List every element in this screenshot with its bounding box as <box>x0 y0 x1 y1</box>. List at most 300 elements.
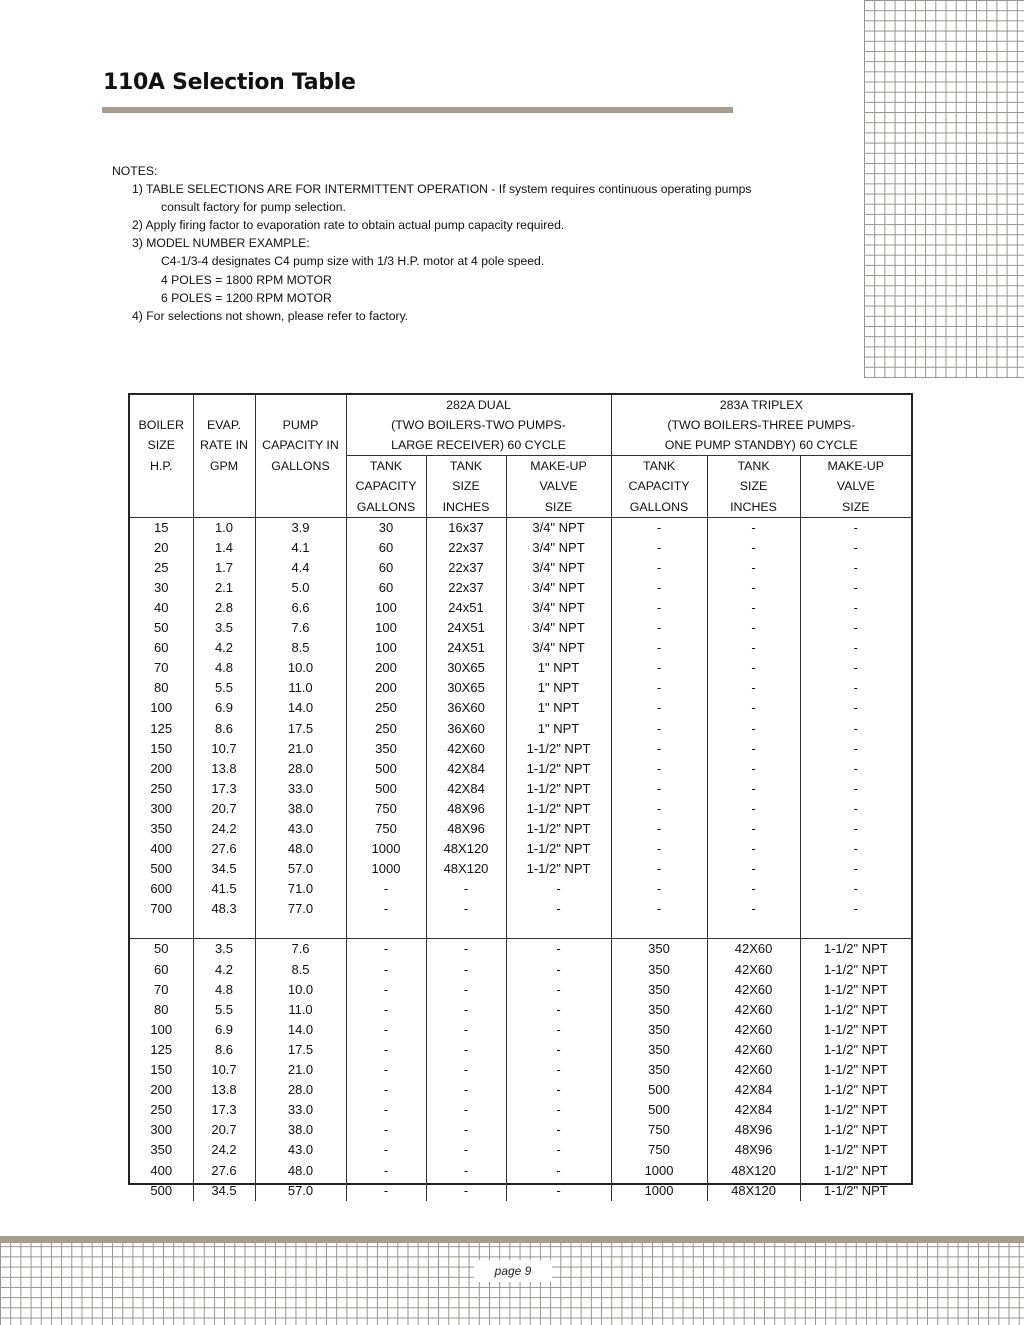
cell-dual-tank-size: 48X96 <box>426 799 506 819</box>
title-rule <box>102 107 733 113</box>
cell-dual-makeup-valve: 1" NPT <box>506 698 611 718</box>
cell-dual-makeup-valve: - <box>506 899 611 919</box>
cell-triplex-tank-size: - <box>707 698 800 718</box>
cell-evap-rate: 8.6 <box>193 719 255 739</box>
table-row <box>130 899 911 919</box>
cell-boiler-hp: 500 <box>150 861 173 877</box>
cell-dual-tank-size: - <box>426 1000 506 1020</box>
cell-dual-makeup-valve: 3/4" NPT <box>506 517 611 538</box>
cell-triplex-tank-capacity: 500 <box>611 1100 707 1120</box>
table-row <box>130 1140 911 1160</box>
cell-pump-capacity: 8.5 <box>255 960 346 980</box>
table-row <box>130 618 911 638</box>
cell-dual-makeup-valve: - <box>506 1000 611 1020</box>
cell-boiler-hp: 40 <box>154 599 169 615</box>
cell-pump-capacity: 8.5 <box>255 638 346 658</box>
cell-dual-tank-size: - <box>426 939 506 960</box>
table-row <box>130 759 911 779</box>
cell-triplex-tank-size: - <box>707 899 800 919</box>
cell-blank <box>611 919 707 939</box>
table-row <box>130 960 911 980</box>
cell-triplex-makeup-valve: - <box>800 638 911 658</box>
cell-dual-makeup-valve: 1-1/2" NPT <box>506 799 611 819</box>
cell-evap-rate: 1.0 <box>193 517 255 538</box>
cell-pump-capacity: 6.6 <box>255 598 346 618</box>
cell-dual-tank-capacity: 1000 <box>346 839 426 859</box>
cell-triplex-tank-capacity: 350 <box>611 960 707 980</box>
note-2: 2) Apply firing factor to evaporation rate to obtain actual pump capacity required. <box>132 218 565 233</box>
cell-triplex-tank-size: 42X60 <box>707 939 800 960</box>
cell-triplex-tank-size: 48X120 <box>707 1160 800 1180</box>
cell-blank <box>707 919 800 939</box>
cell-triplex-makeup-valve: - <box>800 598 911 618</box>
cell-triplex-tank-capacity: - <box>611 558 707 578</box>
cell-triplex-makeup-valve: - <box>800 698 911 718</box>
header-evap-line2: RATE IN <box>193 435 255 456</box>
cell-triplex-makeup-valve: 1-1/2" NPT <box>800 1020 911 1040</box>
cell-boiler-hp: 50 <box>154 620 169 636</box>
cell-triplex-tank-capacity: 350 <box>611 1020 707 1040</box>
cell-triplex-tank-capacity: - <box>611 759 707 779</box>
cell-dual-makeup-valve: 3/4" NPT <box>506 538 611 558</box>
cell-triplex-tank-capacity: - <box>611 678 707 698</box>
cell-pump-capacity: 7.6 <box>255 618 346 638</box>
table-row <box>130 1080 911 1100</box>
cell-evap-rate: 34.5 <box>193 859 255 879</box>
cell-evap-rate: 10.7 <box>193 739 255 759</box>
cell-dual-tank-capacity: - <box>346 939 426 960</box>
table-body <box>130 395 911 1201</box>
cell-dual-tank-size: - <box>426 980 506 1000</box>
cell-dual-tank-capacity: 750 <box>346 819 426 839</box>
cell-triplex-tank-capacity: - <box>611 517 707 538</box>
cell-dual-tank-capacity: - <box>346 1181 426 1201</box>
cell-triplex-makeup-valve: - <box>800 839 911 859</box>
table-row <box>130 839 911 859</box>
cell-triplex-tank-size: - <box>707 759 800 779</box>
header-dual-makeup-3: SIZE <box>506 496 611 517</box>
cell-boiler-hp: 50 <box>130 939 193 960</box>
cell-triplex-tank-capacity: - <box>611 538 707 558</box>
cell-triplex-makeup-valve: - <box>800 819 911 839</box>
page-number: page 9 <box>474 1260 552 1282</box>
cell-triplex-tank-capacity: 750 <box>611 1140 707 1160</box>
cell-triplex-makeup-valve: 1-1/2" NPT <box>800 1120 911 1140</box>
cell-dual-tank-capacity: - <box>346 1000 426 1020</box>
header-dual-tank-capacity: TANK <box>346 456 426 477</box>
cell-boiler-hp: 300 <box>150 800 173 816</box>
cell-dual-makeup-valve: 3/4" NPT <box>506 638 611 658</box>
selection-table <box>130 395 911 1201</box>
header-triplex-line2: (TWO BOILERS-THREE PUMPS- <box>611 415 911 435</box>
cell-triplex-tank-size: - <box>707 859 800 879</box>
header-triplex-tank-size-3: INCHES <box>707 496 800 517</box>
cell-triplex-tank-capacity: 750 <box>611 1120 707 1140</box>
cell-triplex-tank-size: - <box>707 819 800 839</box>
cell-pump-capacity: 33.0 <box>255 779 346 799</box>
header-blank <box>193 476 255 496</box>
header-triplex-tank-capacity: TANK <box>611 456 707 477</box>
cell-triplex-tank-capacity: - <box>611 658 707 678</box>
cell-evap-rate: 27.6 <box>193 1160 255 1180</box>
table-row <box>130 1100 911 1120</box>
cell-triplex-tank-size: - <box>707 779 800 799</box>
cell-triplex-makeup-valve: - <box>800 879 911 899</box>
cell-triplex-makeup-valve: 1-1/2" NPT <box>800 1160 911 1180</box>
cell-triplex-tank-capacity: - <box>611 618 707 638</box>
cell-dual-makeup-valve: - <box>506 1080 611 1100</box>
cell-boiler-hp: 350 <box>150 1142 173 1158</box>
header-dual-tank-size-2: SIZE <box>426 476 506 496</box>
cell-boiler-hp: 300 <box>150 1122 173 1138</box>
header-boiler-line2: SIZE <box>147 438 176 453</box>
note-4: 4) For selections not shown, please refer to factory. <box>132 308 409 323</box>
cell-triplex-makeup-valve: - <box>800 779 911 799</box>
cell-triplex-tank-capacity: 350 <box>611 1040 707 1060</box>
cell-dual-tank-size: - <box>426 1120 506 1140</box>
cell-triplex-makeup-valve: - <box>800 517 911 538</box>
header-evap-blank <box>193 395 255 415</box>
cell-dual-tank-capacity: 60 <box>346 558 426 578</box>
cell-dual-tank-size: 36X60 <box>426 698 506 718</box>
cell-triplex-tank-capacity: - <box>611 879 707 899</box>
cell-pump-capacity: 4.4 <box>255 558 346 578</box>
header-boiler-blank <box>130 395 193 415</box>
cell-triplex-tank-size: - <box>707 799 800 819</box>
cell-pump-capacity: 5.0 <box>255 578 346 598</box>
cell-triplex-tank-size: - <box>707 658 800 678</box>
cell-dual-makeup-valve: 1" NPT <box>506 658 611 678</box>
cell-dual-makeup-valve: 1-1/2" NPT <box>506 779 611 799</box>
cell-triplex-makeup-valve: 1-1/2" NPT <box>800 939 911 960</box>
cell-triplex-tank-capacity: 1000 <box>611 1160 707 1180</box>
cell-boiler-hp: 15 <box>154 519 169 535</box>
cell-triplex-tank-capacity: - <box>611 899 707 919</box>
cell-pump-capacity: 21.0 <box>255 739 346 759</box>
cell-dual-tank-capacity: 60 <box>346 578 426 598</box>
cell-dual-tank-size: 24X51 <box>426 618 506 638</box>
cell-dual-tank-capacity: - <box>346 1160 426 1180</box>
header-blank <box>255 476 346 496</box>
cell-dual-tank-size: 22x37 <box>426 538 506 558</box>
cell-evap-rate: 4.8 <box>193 980 255 1000</box>
table-row <box>130 558 911 578</box>
cell-dual-tank-size: 42X60 <box>426 739 506 759</box>
cell-triplex-tank-size: 42X84 <box>707 1080 800 1100</box>
table-row <box>130 638 911 658</box>
header-dual-tank-capacity-2: CAPACITY <box>346 476 426 496</box>
cell-dual-makeup-valve: 1" NPT <box>506 678 611 698</box>
cell-pump-capacity: 43.0 <box>255 819 346 839</box>
header-pump-line1: PUMP <box>255 415 346 435</box>
cell-evap-rate: 4.8 <box>193 658 255 678</box>
table-row <box>130 719 911 739</box>
cell-dual-tank-capacity: - <box>346 1060 426 1080</box>
header-dual-tank-size-3: INCHES <box>426 496 506 517</box>
cell-triplex-tank-size: 42X60 <box>707 960 800 980</box>
table-row <box>130 517 911 538</box>
cell-dual-tank-capacity: 250 <box>346 698 426 718</box>
cell-dual-makeup-valve: 1" NPT <box>506 719 611 739</box>
cell-blank <box>130 919 193 939</box>
cell-dual-tank-size: 42X84 <box>426 779 506 799</box>
cell-dual-makeup-valve: 3/4" NPT <box>506 618 611 638</box>
cell-evap-rate: 4.2 <box>193 638 255 658</box>
cell-pump-capacity: 57.0 <box>255 859 346 879</box>
cell-dual-makeup-valve: - <box>506 1060 611 1080</box>
cell-evap-rate: 2.1 <box>193 578 255 598</box>
cell-triplex-tank-capacity: - <box>611 578 707 598</box>
cell-triplex-makeup-valve: - <box>800 859 911 879</box>
cell-evap-rate: 4.2 <box>193 960 255 980</box>
cell-dual-makeup-valve: 3/4" NPT <box>506 578 611 598</box>
cell-triplex-tank-capacity: - <box>611 819 707 839</box>
cell-dual-tank-capacity: - <box>346 980 426 1000</box>
cell-dual-tank-size: 22x37 <box>426 558 506 578</box>
cell-dual-makeup-valve: 3/4" NPT <box>506 558 611 578</box>
cell-dual-makeup-valve: - <box>506 879 611 899</box>
header-triplex-makeup: MAKE-UP <box>800 456 911 477</box>
cell-boiler-hp: 25 <box>154 559 169 575</box>
cell-dual-tank-size: - <box>426 879 506 899</box>
cell-boiler-hp: 600 <box>150 881 173 897</box>
cell-pump-capacity: 17.5 <box>255 1040 346 1060</box>
cell-dual-tank-size: 16x37 <box>426 517 506 538</box>
cell-boiler-hp: 80 <box>154 680 169 696</box>
cell-triplex-makeup-valve: 1-1/2" NPT <box>800 1181 911 1201</box>
note-3-4-poles: 4 POLES = 1800 RPM MOTOR <box>161 272 332 287</box>
cell-dual-tank-capacity: 350 <box>346 739 426 759</box>
cell-triplex-tank-capacity: 500 <box>611 1080 707 1100</box>
cell-pump-capacity: 57.0 <box>255 1181 346 1201</box>
cell-triplex-makeup-valve: - <box>800 759 911 779</box>
header-dual-line3: LARGE RECEIVER) 60 CYCLE <box>346 435 611 456</box>
cell-dual-tank-size: 36X60 <box>426 719 506 739</box>
cell-triplex-tank-capacity: 350 <box>611 1000 707 1020</box>
cell-triplex-tank-size: - <box>707 879 800 899</box>
cell-dual-tank-size: - <box>426 1160 506 1180</box>
cell-triplex-tank-size: 42X84 <box>707 1100 800 1120</box>
note-1: 1) TABLE SELECTIONS ARE FOR INTERMITTENT OPERATION - If system requires continuous operating pumps <box>132 182 752 197</box>
cell-triplex-makeup-valve: 1-1/2" NPT <box>800 1140 911 1160</box>
cell-dual-tank-size: 48X96 <box>426 819 506 839</box>
cell-dual-tank-size: 24X51 <box>426 638 506 658</box>
cell-triplex-tank-size: - <box>707 839 800 859</box>
cell-triplex-makeup-valve: 1-1/2" NPT <box>800 1100 911 1120</box>
cell-dual-tank-capacity: 30 <box>346 517 426 538</box>
cell-pump-capacity: 38.0 <box>255 799 346 819</box>
cell-evap-rate: 20.7 <box>193 799 255 819</box>
header-triplex-line1: 283A TRIPLEX <box>611 395 911 415</box>
cell-dual-tank-capacity: 200 <box>346 658 426 678</box>
cell-boiler-hp: 125 <box>150 720 173 736</box>
cell-triplex-tank-size: - <box>707 638 800 658</box>
header-dual-tank-capacity-3: GALLONS <box>346 496 426 517</box>
cell-dual-tank-capacity: 1000 <box>346 859 426 879</box>
cell-dual-makeup-valve: - <box>506 939 611 960</box>
notes-block <box>112 162 752 325</box>
table-row <box>130 1060 911 1080</box>
cell-triplex-makeup-valve: - <box>800 739 911 759</box>
cell-dual-makeup-valve: 1-1/2" NPT <box>506 859 611 879</box>
table-row <box>130 1040 911 1060</box>
cell-evap-rate: 1.7 <box>193 558 255 578</box>
table-row <box>130 658 911 678</box>
header-triplex-tank-size: TANK <box>707 456 800 477</box>
notes-heading: NOTES: <box>112 164 158 178</box>
cell-dual-tank-capacity: - <box>346 960 426 980</box>
cell-dual-tank-size: - <box>426 1100 506 1120</box>
table-row <box>130 799 911 819</box>
cell-triplex-tank-size: 42X60 <box>707 1040 800 1060</box>
cell-pump-capacity: 10.0 <box>255 658 346 678</box>
header-evap-line1: EVAP. <box>193 415 255 435</box>
cell-dual-makeup-valve: 1-1/2" NPT <box>506 759 611 779</box>
header-evap-line3: GPM <box>193 456 255 477</box>
header-blank <box>130 496 193 517</box>
cell-dual-tank-capacity: 100 <box>346 618 426 638</box>
cell-evap-rate: 41.5 <box>193 879 255 899</box>
note-3: 3) MODEL NUMBER EXAMPLE: <box>132 236 310 251</box>
cell-evap-rate: 5.5 <box>193 678 255 698</box>
note-3-6-poles: 6 POLES = 1200 RPM MOTOR <box>161 290 332 305</box>
cell-dual-tank-capacity: 100 <box>346 638 426 658</box>
cell-boiler-hp: 250 <box>150 1102 173 1118</box>
cell-pump-capacity: 48.0 <box>255 839 346 859</box>
cell-evap-rate: 6.9 <box>193 698 255 718</box>
table-row <box>130 859 911 879</box>
cell-dual-tank-capacity: 750 <box>346 799 426 819</box>
table-row-spacer <box>130 919 911 939</box>
cell-boiler-hp: 400 <box>150 1162 173 1178</box>
cell-boiler-hp: 100 <box>150 700 173 716</box>
cell-dual-tank-size: 42X84 <box>426 759 506 779</box>
cell-triplex-tank-size: 42X60 <box>707 1000 800 1020</box>
cell-evap-rate: 13.8 <box>193 759 255 779</box>
cell-triplex-tank-size: - <box>707 578 800 598</box>
table-row <box>130 1181 911 1201</box>
header-dual-line2: (TWO BOILERS-TWO PUMPS- <box>346 415 611 435</box>
cell-dual-tank-size: - <box>426 1060 506 1080</box>
cell-triplex-makeup-valve: - <box>800 558 911 578</box>
cell-dual-tank-capacity: - <box>346 1080 426 1100</box>
cell-triplex-tank-size: 42X60 <box>707 1060 800 1080</box>
cell-boiler-hp: 30 <box>154 579 169 595</box>
cell-evap-rate: 17.3 <box>193 779 255 799</box>
cell-pump-capacity: 43.0 <box>255 1140 346 1160</box>
table-row <box>130 1120 911 1140</box>
cell-pump-capacity: 28.0 <box>255 1080 346 1100</box>
cell-dual-makeup-valve: 1-1/2" NPT <box>506 839 611 859</box>
page-title: 110A Selection Table <box>103 70 356 95</box>
cell-boiler-hp: 400 <box>150 841 173 857</box>
cell-triplex-tank-capacity: - <box>611 598 707 618</box>
header-boiler-line3: H.P. <box>150 459 173 474</box>
cell-triplex-tank-size: - <box>707 678 800 698</box>
cell-blank <box>800 919 911 939</box>
cell-evap-rate: 1.4 <box>193 538 255 558</box>
note-1-continued: consult factory for pump selection. <box>161 200 346 215</box>
table-row <box>130 1020 911 1040</box>
header-dual-line1: 282A DUAL <box>346 395 611 415</box>
cell-pump-capacity: 21.0 <box>255 1060 346 1080</box>
note-3-example: C4-1/3-4 designates C4 pump size with 1/3 H.P. motor at 4 pole speed. <box>161 254 545 269</box>
cell-triplex-makeup-valve: - <box>800 658 911 678</box>
cell-blank <box>506 919 611 939</box>
cell-dual-makeup-valve: - <box>506 1160 611 1180</box>
cell-pump-capacity: 3.9 <box>255 517 346 538</box>
cell-dual-tank-capacity: 200 <box>346 678 426 698</box>
cell-dual-makeup-valve: - <box>506 1120 611 1140</box>
cell-dual-makeup-valve: - <box>506 1020 611 1040</box>
cell-pump-capacity: 71.0 <box>255 879 346 899</box>
cell-boiler-hp: 70 <box>154 981 169 997</box>
cell-blank <box>426 919 506 939</box>
cell-evap-rate: 13.8 <box>193 1080 255 1100</box>
cell-evap-rate: 17.3 <box>193 1100 255 1120</box>
cell-boiler-hp: 100 <box>150 1021 173 1037</box>
cell-triplex-tank-capacity: - <box>611 779 707 799</box>
cell-dual-tank-size: 48X120 <box>426 859 506 879</box>
header-boiler-line1: BOILER <box>138 418 184 433</box>
table-row <box>130 1160 911 1180</box>
cell-boiler-hp: 70 <box>154 660 169 676</box>
cell-triplex-tank-size: 48X96 <box>707 1140 800 1160</box>
cell-boiler-hp: 80 <box>154 1001 169 1017</box>
cell-dual-makeup-valve: - <box>506 960 611 980</box>
cell-dual-makeup-valve: - <box>506 1040 611 1060</box>
header-pump-line3: GALLONS <box>255 456 346 477</box>
cell-pump-capacity: 77.0 <box>255 899 346 919</box>
cell-dual-makeup-valve: - <box>506 1181 611 1201</box>
cell-dual-makeup-valve: 3/4" NPT <box>506 598 611 618</box>
header-blank <box>130 476 193 496</box>
cell-dual-tank-capacity: - <box>346 1100 426 1120</box>
cell-evap-rate: 20.7 <box>193 1120 255 1140</box>
cell-triplex-tank-capacity: - <box>611 859 707 879</box>
cell-triplex-makeup-valve: - <box>800 578 911 598</box>
cell-triplex-makeup-valve: 1-1/2" NPT <box>800 980 911 1000</box>
table-row <box>130 698 911 718</box>
header-dual-makeup-2: VALVE <box>506 476 611 496</box>
cell-dual-makeup-valve: - <box>506 1100 611 1120</box>
cell-pump-capacity: 14.0 <box>255 698 346 718</box>
cell-triplex-makeup-valve: 1-1/2" NPT <box>800 1040 911 1060</box>
cell-boiler-hp: 60 <box>154 640 169 656</box>
cell-evap-rate: 8.6 <box>193 1040 255 1060</box>
cell-evap-rate: 34.5 <box>193 1181 255 1201</box>
cell-dual-tank-capacity: - <box>346 1020 426 1040</box>
cell-dual-tank-size: - <box>426 1080 506 1100</box>
cell-triplex-makeup-valve: 1-1/2" NPT <box>800 1060 911 1080</box>
cell-dual-tank-capacity: 500 <box>346 759 426 779</box>
cell-boiler-hp: 60 <box>154 961 169 977</box>
cell-triplex-tank-size: 42X60 <box>707 980 800 1000</box>
cell-triplex-tank-capacity: - <box>611 839 707 859</box>
header-triplex-tank-size-2: SIZE <box>707 476 800 496</box>
cell-boiler-hp: 350 <box>150 821 173 837</box>
cell-triplex-tank-size: 48X120 <box>707 1181 800 1201</box>
cell-boiler-hp: 250 <box>150 780 173 796</box>
table-row <box>130 939 911 960</box>
cell-triplex-tank-size: - <box>707 517 800 538</box>
cell-triplex-tank-size: - <box>707 558 800 578</box>
cell-triplex-tank-size: 48X96 <box>707 1120 800 1140</box>
cell-evap-rate: 24.2 <box>193 1140 255 1160</box>
cell-triplex-makeup-valve: 1-1/2" NPT <box>800 1080 911 1100</box>
cell-triplex-makeup-valve: - <box>800 538 911 558</box>
cell-triplex-makeup-valve: 1-1/2" NPT <box>800 960 911 980</box>
